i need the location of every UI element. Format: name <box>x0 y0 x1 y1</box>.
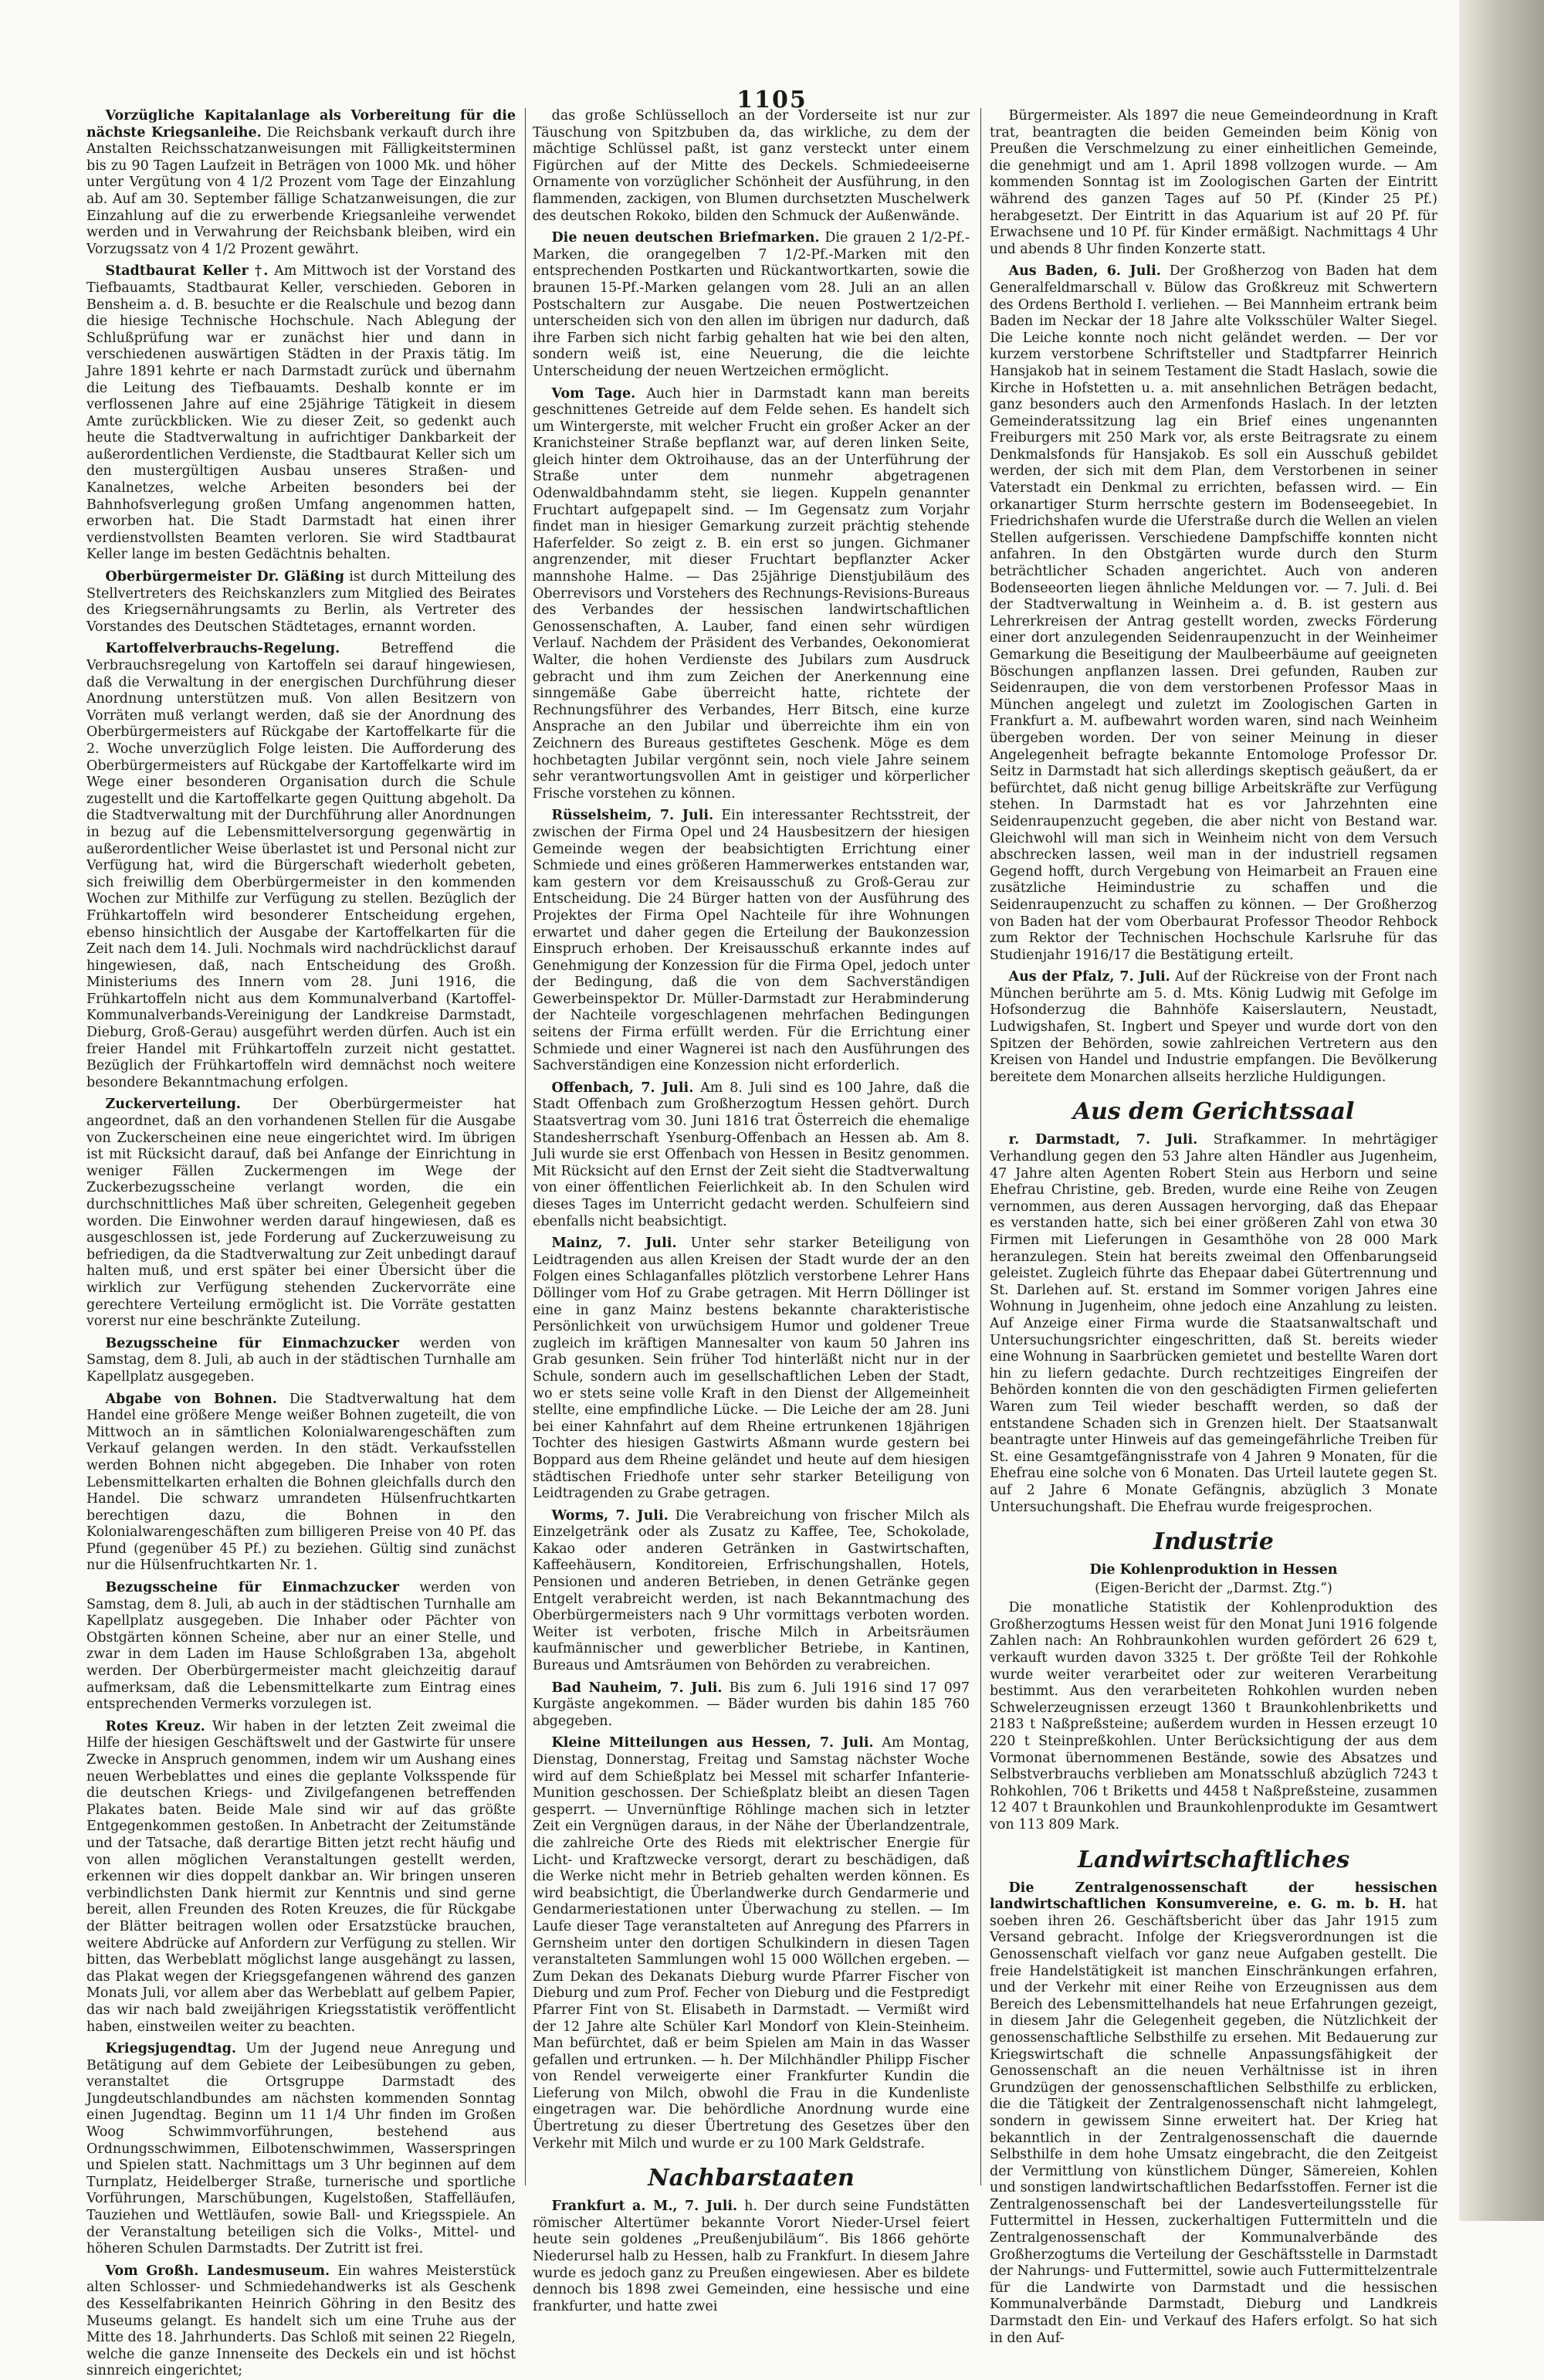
section-heading: Aus dem Gerichtssaal <box>1072 1098 1355 1126</box>
article-body: werden von Samstag, dem 8. Juli, ab auch in der städtischen Turnhalle am Kapellplatz ausgegeben. Die Inhaber oder Pächter von Obstgärten können Scheine, aber nur an einer Stelle, und zwar in dem Laden im Hause Schloßgraben 13a, abgeholt werden. Der Oberbürgermeister macht gleichzeitig darauf aufmerksam, daß die Lebensmittelkarte zum Eintrag eines entsprechenden Vermerks vorzulegen ist. <box>86 1580 516 1713</box>
article-headline: Kartoffelverbrauchs-Regelung. <box>105 641 340 657</box>
article-subheading: Die Kohlenproduktion in Hessen <box>1089 1562 1338 1578</box>
article <box>86 1719 516 2036</box>
article <box>86 263 516 564</box>
article <box>533 1508 970 1675</box>
article <box>86 1336 516 1386</box>
article-body: Am Montag, Dienstag, Donnerstag, Freitag und Samstag nächster Woche wird auf dem Schießplatz bei Messel mit scharfer Infanterie-Munition geschossen. Der Schießplatz bleibt an diesen Tagen gesperrt. — Unvernünftige Röhlinge machen sich in letzter Zeit ein Vergnügen daraus, in der Nähe der Überlandzentrale, die zahlreiche Orte des Rieds mit elektrischer Energie für Licht- und Kraftzwecke versorgt, derart zu beschädigen, daß die Werke nicht mehr in Betrieb gehalten werden können. Es wird beabsichtigt, die Überlandwerke durch Gendarmerie und Gendarmeriestationen unter Überwachung zu stellen. — Im Laufe dieser Tage veranstalteten auf Anregung des Pfarrers in Gernsheim unter den dortigen Schulkindern in diesen Tagen veranstalteten Sammlungen wohl 15 000 Wöllchen ergeben. — Zum Dekan des Dekanats Dieburg wurde Pfarrer Fischer von Dieburg und zum Prof. Fecher von Dieburg und die Festpredigt Pfarrer Fint von St. Elisabeth in Darmstadt. — Vermißt wird der 12 Jahre alte Schüler Karl Mondorf von Klein-Steinheim. Man befürchtet, daß er beim Spielen am Main in das Wasser gefallen und ertrunken. — h. Der Milchhändler Philipp Fischer von Rendel verweigerte einer Frankfurter Kundin die Lieferung von Milch, obwohl die Frau in die Kundenliste eingetragen war. Die behördliche Anordnung wurde eine Übertretung zu dieser Übertretung des Gesetzes über den Verkehr mit Milch und wurde er zu 100 Mark Geldstrafe. <box>533 1735 970 2151</box>
article <box>86 2263 516 2380</box>
article-body: Auf der Rückreise von der Front nach München berührte am 5. d. Mts. König Ludwig mit Gefolge im Hofsonderzug die Bahnhöfe Kaiserslautern, Neustadt, Ludwigshafen, St. Ingbert und Speyer und wurde dort von den Spitzen der Behörden, sowie zahlreichen Vertretern aus den Kreisen von Handel und Industrie empfangen. Die Bevölkerung bereitete dem Monarchen allseits herzliche Huldigungen. <box>990 969 1437 1085</box>
article-body: hat soeben ihren 26. Geschäftsbericht über das Jahr 1915 zum Versand gebracht. Infolge der Kriegsverordnungen ist die Genossenschaft vielfach vor ganz neue Aufgaben gestellt. Die freie Handelstätigkeit ist manchen Einschränkungen erfahren, und der Verkehr mit einer Reihe von Erzeugnissen aus dem Bereich des Lebensmittelhandels hat neue Erfahrungen gezeigt, in diesem Jahr die Gelegenheit gegeben, die Nützlichkeit der genossenschaftliche Selbsthilfe zu ersehen. Mit Bedauerung zur Kriegswirtschaft die schnelle Anpassungsfähigkeit der Genossenschaft an die neuen Verhältnisse ist in ihren Grundzügen der genossenschaftlichen Selbsthilfe zu erblicken, die die Tätigkeit der Zentralgenossenschaft nicht lahmgelegt, sondern in gewissem Sinne erweitert hat. Der Krieg hat bekanntlich in der Zentralgenossenschaft die dauernde Selbsthilfe in dem hohe Umsatz eingebracht, die den Zeitgeist der Vermittlung von künstlichem Dünger, Sämereien, Kohlen und sonstigen landwirtschaftlichen Bedarfsstoffen. Ferner ist die Zentralgenossenschaft bei der Landesverteilungsstelle für Futtermittel in Hessen, zuckerhaltigen Futtermitteln und die Zentralgenossenschaft der Kommunalverbände des Großherzogtums die Verteilung der Geschäftsstelle in Darmstadt der Nahrungs- und Futtermittel, sowie auch Futtermittelzentrale für die Landwirte von Darmstadt und die hessischen Kommunalverbände Darmstadt, Dieburg und Landkreis Darmstadt den Ein- und Verkauf des Hafers erfolgt. So hat sich in den Auf- <box>990 1897 1437 2346</box>
article-body: Am Mittwoch ist der Vorstand des Tiefbauamts, Stadtbaurat Keller, verschieden. Geboren in Bensheim a. d. B. besuchte er die Realschule und bezog dann die hiesige Technische Hochschule. Nach Ablegung der Schlußprüfung war er zunächst hier und dann in verschiedenen auswärtigen Städten in der Praxis tätig. Im Jahre 1891 kehrte er nach Darmstadt zurück und übernahm die Leitung des Tiefbauamts. Deshalb konnte er im verflossenen Jahre auf eine 25jährige Tätigkeit in diesem Amte zurückblicken. Wie zu dieser Zeit, so gedenkt auch heute die Stadtverwaltung in aufrichtiger Dankbarkeit der außerordentlichen Verdienste, die Stadtbaurat Keller sich um den mustergültigen Ausbau unseres Straßen- und Kanalnetzes, welche Arbeiten besonders bei der Bahnhofsverlegung großen Umfang angenommen hatten, erworben hat. Die Stadt Darmstadt hat einen ihrer verdienstvollsten Beamten verloren. Sie wird Stadtbaurat Keller lange im besten Gedächtnis behalten. <box>86 263 516 563</box>
article-headline: Aus der Pfalz, 7. Juli. <box>1008 969 1170 985</box>
section-heading: Landwirtschaftliches <box>1077 1846 1350 1873</box>
article-body: h. Der durch seine Fundstätten römischer Altertümer bekannte Vorort Nieder-Ursel feiert heute sein goldenes „Preußenjubiläum“. Bis 1866 gehörte Niederursel halb zu Hessen, halb zu Frankfurt. In diesem Jahre wurde es jedoch ganz zu Preußen eingewiesen. Aber es bildete dennoch bis 1898 zwei Gemeinden, eine hessische und eine frankfurter, und hatte zwei <box>533 2199 970 2314</box>
article-headline: Offenbach, 7. Juli. <box>551 1080 694 1096</box>
article <box>86 1097 516 1330</box>
article <box>533 386 970 803</box>
article-body: Strafkammer. In mehrtägiger Verhandlung gegen den 53 Jahre alten Händler aus Jugenheim, 47 Jahre alten Agenten Robert Stein aus Herborn und seine Ehefrau Christine, geb. Breden, wurde eine Reihe von Zeugen vernommen, aus deren Aussagen hervorging, daß das Ehepaar es verstanden hatte, sich bei einer größeren Zahl von etwa 30 Firmen mit Lieferungen in Gesamthöhe von 28 000 Mark heranzulegen. Stein hat bereits zweimal den Offenbarungseid geleistet. Zugleich führte das Ehepaar dabei Gütertrennung und St. Darlehen auf. St. erstand im Sommer vorigen Jahres eine Wohnung in Jugenheim, ohne jedoch eine Anzahlung zu leisten. Auf Anzeige einer Firma wurde die Staatsanwaltschaft und Untersuchungsrichter eingeschritten, daß St. bereits wieder eine Wohnung in Saarbrücken gemietet und bestellte Waren dort hin zu liefern gedachte. Durch rechtzeitiges Eingreifen der Behörden konnten die von den geschädigten Firmen gelieferten Waren zum Teil wieder beschafft werden, so daß der entstandene Schaden sich in Grenzen hielt. Der Staatsanwalt beantragte unter Hinweis auf das gemeingefährliche Treiben für St. eine Gesamtgefängnisstrafe von 4 Jahren 9 Monaten, für die Ehefrau eine solche von 6 Monaten. Das Urteil lautete gegen St. auf 2 Jahre 6 Monate Gefängnis, abzüglich 3 Monate Untersuchungshaft. Die Ehefrau wurde freigesprochen. <box>990 1132 1437 1515</box>
article-headline: Rüsselsheim, 7. Juli. <box>551 808 714 824</box>
article-headline: Frankfurt a. M., 7. Juli. <box>551 2199 738 2215</box>
article-body: Die grauen 2 1/2-Pf.-Marken, die orangegelben 7 1/2-Pf.-Marken mit den entsprechenden Postkarten und Rückantwortkarten, sowie die braunen 15-Pf.-Marken gelangen vom 28. Juli an an allen Postschaltern zur Ausgabe. Die neuen Postwertzeichen unterscheiden sich von den allen im übrigen nur dadurch, daß ihre Farben sich nicht farbig gehalten hat wie bei den alten, sondern weiß ist, eine Neuerung, die die leichte Unterscheidung der neuen Wertzeichen ermöglicht. <box>533 230 970 379</box>
article <box>533 108 970 225</box>
article <box>990 969 1437 1086</box>
article-body: ist durch Mitteilung des Stellvertreters des Reichskanzlers zum Mitglied des Beirates des Kriegsernährungsamts zu Berlin, als Vertreter des Vorstandes des Deutschen Städtetages, ernannt worden. <box>86 569 516 635</box>
article-headline: Oberbürgermeister Dr. Gläßing <box>105 569 344 585</box>
article-body: Um der Jugend neue Anregung und Betätigung auf dem Gebiete der Leibesübungen zu geben, veranstaltet die Ortsgruppe Darmstadt des Jungdeutschlandbundes am nächsten kommenden Sonntag einen Jugendtag. Beginn um 11 1/4 Uhr finden im Großen Woog Schwimmvorführungen, bestehend aus Ordnungsschwimmen, Eilbotenschwimmen, Wasserspringen und Spielen statt. Nachmittags um 3 Uhr beginnen auf dem Turnplatz, Heidelberger Straße, turnerische und sportliche Vorführungen, Marschübungen, Kugelstoßen, Staffelläufen, Tauziehen und Wettläufen, sowie Ball- und Kriegsspiele. An der Veranstaltung beteiligen sich die Volks-, Mittel- und höheren Schulen Darmstadts. Der Zutritt ist frei. <box>86 2041 516 2257</box>
article <box>533 1080 970 1230</box>
section-heading: Nachbarstaaten <box>648 2165 855 2192</box>
article <box>533 2199 970 2315</box>
article <box>533 1735 970 2152</box>
article-body: Wir haben in der letzten Zeit zweimal die Hilfe der hiesigen Geschäftswelt und der Gastwirte für unsere Zwecke in Anspruch genommen, indem wir um Aushang eines neuen Werbeblattes und eines die geplante Volksspende für die deutschen Kriegs- und Zivilgefangenen betreffenden Plakates baten. Beide Male sind wir auf das größte Entgegenkommen gestoßen. In Anbetracht der Zeitumstände und der Tatsache, daß derartige Bitten jetzt recht häufig und von allen möglichen Veranstaltungen gestellt werden, erkennen wir dies doppelt dankbar an. Wir bringen unseren verbindlichsten Dank hiermit zur Kenntnis und sind gerne bereit, allen Freunden des Roten Kreuzes, die für Rückgabe der Blätter beitragen wollen oder Ersatzstücke brauchen, weitere Abdrücke auf Anfordern zur Verfügung zu stellen. Wir bitten, das Werbeblatt möglichst lange ausgehängt zu lassen, das Plakat wegen der Kriegsgefangenen während des ganzen Monats Juli, vor allem aber das Werbeblatt auf gelbem Papier, das wir nach bald zweijährigen Kriegsstatistik veröffentlicht haben, einstweilen weiter zu beachten. <box>86 1718 516 2035</box>
column-divider <box>525 108 526 2185</box>
article <box>533 1680 970 1731</box>
article-body: Ein wahres Meisterstück alten Schlosser- und Schmiedehandwerks ist als Geschenk des Kesselfabrikanten Heinrich Göhring in den Besitz des Museums gelangt. Es handelt sich um eine Truhe aus der Mitte des 18. Jahrhunderts. Das Schloß mit seinen 22 Riegeln, welche die ganze Innenseite des Deckels ein und ist höchst sinnreich eingerichtet; <box>86 2263 516 2379</box>
page-number: 1105 <box>736 86 808 114</box>
article <box>990 1880 1437 2348</box>
article-body: Betreffend die Verbrauchsregelung von Kartoffeln sei darauf hingewiesen, daß die Verwaltung in der energischen Durchführung dieser Anordnung unterstützen muß. Von allen Besitzern von Vorräten muß verlangt werden, daß sie der Anordnung des Oberbürgermeisters auf Rückgabe der Kartoffelkarte für die 2. Woche unverzüglich Folge leisten. Die Aufforderung des Oberbürgermeisters auf Rückgabe der Kartoffelkarte wird im Wege einer besonderen Organisation durch die Schule zugestellt und die Kartoffelkarte gegen Quittung abgeholt. Da die Stadtverwaltung mit der Durchführung aller Anordnungen in bezug auf die Lebensmittelversorgung gegenwärtig in außerordentlicher Weise überlastet ist und Personal nicht zur Verfügung hat, wird die Bürgerschaft wiederholt gebeten, sich freiwillig dem Oberbürgermeister in den kommenden Wochen zur Mithilfe zur Verfügung zu stellen. Bezüglich der Frühkartoffeln wird besonderer Entscheidung ergehen, ebenso hinsichtlich der Ausgabe der Kartoffelkarten für die Zeit nach dem 14. Juli. Nochmals wird nachdrücklichst darauf hingewiesen, daß, nach Entscheidung des Großh. Ministeriums des Innern vom 28. Juni 1916, die Frühkartoffeln nicht aus dem Kommunalverband (Kartoffel-Kommunalverbands-Vereinigung der Landkreise Darmstadt, Dieburg, Groß-Gerau) ausgeführt werden dürfen. Auch ist ein freier Handel mit Frühkartoffeln zurzeit nicht gestattet. Bezüglich der Frühkartoffeln wird demnächst noch weitere besondere Bekanntmachung erfolgen. <box>86 641 516 1090</box>
article-headline: Bezugsscheine für Einmachzucker <box>105 1580 400 1596</box>
article-body: Die Reichsbank verkauft durch ihre Anstalten Reichsschatzanweisungen mit Fälligkeitsterminen bis zu 90 Tagen Laufzeit in Beträgen von 1000 Mk. und höher unter Vergütung von 4 1/2 Prozent vom Tage der Einzahlung ab. Auf am 30. September fällige Schatzanweisungen, die zur Einzahlung auf die zu erwerbende Kriegsanleihe verwendet werden und in Verwahrung der Reichsbank bleiben, wird ein Vorzugssatz von 4 1/2 Prozent gewährt. <box>86 124 516 257</box>
article <box>990 108 1437 258</box>
article <box>533 230 970 380</box>
article-body: Die Stadtverwaltung hat dem Handel eine größere Menge weißer Bohnen zugeteilt, die von Mittwoch an in sämtlichen Kolonialwarengeschäften zum Verkauf gelangen werden. In den städt. Verkaufsstellen werden Bohnen nicht abgegeben. Die Inhaber von roten Lebensmittelkarten erhalten die Bohnen gleichfalls durch den Handel. Die schwarz umrandeten Hülsenfruchtkarten berechtigen dazu, die Bohnen in den Kolonialwarengeschäften zum billigeren Preise von 40 Pf. das Pfund (gegenüber 45 Pf.) zu beziehen. Gültig sind zunächst nur die Hülsenfruchtkarten Nr. 1. <box>86 1391 516 1574</box>
article-headline: Stadtbaurat Keller †. <box>105 263 269 280</box>
article-headline: Bad Nauheim, 7. Juli. <box>551 1680 723 1696</box>
article <box>533 1236 970 1503</box>
article <box>990 1132 1437 1516</box>
column-divider <box>980 108 981 2185</box>
article-headline: Die Zentralgenossenschaft der hessischen landwirtschaftlichen Konsumvereine, e. G. m. b. H. <box>990 1880 1437 1913</box>
article-body: Der Oberbürgermeister hat angeordnet, daß an den vorhandenen Stellen für die Ausgabe von Zuckerscheinen eine neue eingerichtet wird. Im übrigen ist mit Rücksicht darauf, daß bei Anfange der Einrichtung in weniger Fällen Zuckermengen im Wege der Zuckerbezugsscheine verlangt worden, die ein durchschnittliches Maß über schreiten, Gelegenheit gegeben worden. Die Einwohner werden darauf hingewiesen, daß es ausgeschlossen ist, jede Forderung auf Zuckerzuweisung zu befriedigen, da die Stadtverwaltung zur Zeit unbedingt darauf halten muß, und erst später bei einer Übersicht über die wirklich zur Verfügung stehenden Zuckervorräte eine gerechtere Verteilung ermöglicht ist. Die Vorräte gestatten vorerst nur eine beschränkte Zuteilung. <box>86 1097 516 1330</box>
article-body: Die Verabreichung von frischer Milch als Einzelgetränk oder als Zusatz zu Kaffee, Tee, Schokolade, Kakao oder anderen Getränken in Gastwirtschaften, Kaffeehäusern, Konditoreien, Erfrischungshallen, Hotels, Pensionen und anderen Betrieben, in denen Getränke gegen Entgelt verabreicht werden, ist nach Bekanntmachung des Oberbürgermeisters nach 9 Uhr vormittags verboten worden. Weiter ist verboten, frische Milch in Arbeitsräumen kaufmännischer und gewerblicher Betriebe, in Kantinen, Bureaus und Amtsräumen von Behörden zu verabreichen. <box>533 1507 970 1674</box>
article <box>86 1392 516 1575</box>
article <box>86 641 516 1091</box>
article-headline: Vom Großh. Landesmuseum. <box>105 2263 330 2279</box>
article-headline: Aus Baden, 6. Juli. <box>1008 263 1161 280</box>
article-body: Bürgermeister. Als 1897 die neue Gemeindeordnung in Kraft trat, beantragten die beiden Gemeinden beim König von Preußen die Verschmelzung zu einer einheitlichen Gemeinde, die genehmigt und am 1. April 1898 vollzogen wurde. — Am kommenden Sonntag ist im Zoologischen Garten der Eintritt während des ganzen Tages auf 50 Pf. (Kinder 25 Pf.) herabgesetzt. Der Eintritt in das Aquarium ist auf 20 Pf. für Erwachsene und 10 Pf. für Kinder ermäßigt. Nachmittags 4 Uhr und abends 8 Uhr finden Konzerte statt. <box>990 108 1437 257</box>
article-body: Der Großherzog von Baden hat dem Generalfeldmarschall v. Bülow das Großkreuz mit Schwertern des Ordens Berthold I. verliehen. — Bei Mannheim ertrank beim Baden im Neckar der 18 Jahre alte Volksschüler Walter Siegel. Die Leiche konnte noch nicht geländet werden. — Der vor kurzem verstorbene Schriftsteller und Stadtpfarrer Heinrich Hansjakob hat in seinem Testament die Stadt Haslach, sowie die Kirche in Hofstetten u. a. mit ansehnlichen Beträgen bedacht, ganz besonders auch den Armenfonds Haslach. In der letzten Gemeinderatssitzung lag ein Brief eines ungenannten Freiburgers mit 250 Mark vor, als erste Beitragsrate zu einem Denkmalsfonds für Hansjakob. Es soll ein Ausschuß gebildet werden, der sich mit dem Plan, dem Verstorbenen in seiner Vaterstadt ein Denkmal zu errichten, befassen wird. — Ein orkanartiger Sturm herrschte gestern im Bodenseegebiet. In Friedrichshafen wurde die Uferstraße durch die Wellen an vielen Stellen aufgerissen. Verschiedene Dampfschiffe konnten nicht anfahren. In den Obstgärten wurde durch den Sturm beträchtlicher Schaden angerichtet. Auch von anderen Bodenseeorten liegen ähnliche Meldungen vor. — 7. Juli. d. Bei der Stadtverwaltung in Weinheim a. d. B. ist gestern aus Lehrerkreisen der Antrag gestellt worden, zwecks Förderung einer dort anzulegenden Seidenraupenzucht in der Weinheimer Gemarkung die Beseitigung der Maulbeerbäume auf geeigneten Böschungen anpflanzen lassen. Drei gefunden, Rauben zur Seidenraupen, die von dem verstorbenen Professor Maas in München angelegt und zuletzt im Zoologischen Garten in Frankfurt a. M. aufbewahrt worden waren, sind nach Weinheim übergeben worden. Der von seiner Meinung in dieser Angelegenheit befragte bekannte Entomologe Professor Dr. Seitz in Darmstadt hat sich allerdings skeptisch geäußert, da er befürchtet, daß nicht genug billige Arbeitskräfte zur Verfügung stehen. In Darmstadt hat es vor Jahrzehnten eine Seidenraupenzucht gegeben, die aber nicht von Bestand war. Gleichwohl will man sich in Weinheim nicht von dem Versuch abschrecken lassen, weil man in der industriell regsamen Gegend hofft, durch Vergebung von Heimarbeit an Frauen eine zusätzliche Heimindustrie zu schaffen und die Seidenraupenzucht zu schaffen zu können. — Der Großherzog von Baden hat der vom Oberbaurat Professor Theodor Rehbock zum Rektor der Technischen Hochschule Karlsruhe für das Studienjahr 1916/17 die Bestätigung erteilt. <box>990 263 1437 963</box>
article-headline: Zuckerverteilung. <box>105 1097 241 1113</box>
article-headline: Vom Tage. <box>551 385 636 402</box>
article-body: Ein interessanter Rechtsstreit, der zwischen der Firma Opel und 24 Hausbesitzern der hiesigen Gemeinde wegen der beabsichtigten Errichtung einer Schmiede und eines größeren Hammerwerkes entstanden war, kam gestern vor dem Kreisausschuß zu Groß-Gerau zur Entscheidung. Die 24 Bürger hatten von der Ausführung des Projektes der Firma Opel Nachteile für ihre Wohnungen erwartet und daher gegen die Erteilung der Baukonzession Einspruch erhoben. Der Kreisausschuß erkannte indes auf Genehmigung der Konzession für die Firma Opel, jedoch unter der Bedingung, daß die von dem Sachverständigen Gewerbeinspektor Dr. Müller-Darmstadt zur Herabminderung der Nachteile vorgeschlagenen mehrfachen Bedingungen seitens der Firma erfüllt werden. Für die Errichtung einer Schmiede und einer Wagnerei ist nach den Ausführungen des Sachverständigen eine Konzession nicht erforderlich. <box>533 808 970 1074</box>
section-heading: Industrie <box>1153 1528 1274 1556</box>
binding-edge <box>1459 0 1544 2221</box>
article-body: Bis zum 6. Juli 1916 sind 17 097 Kurgäste angekommen. — Bäder wurden bis dahin 185 760 abgegeben. <box>533 1680 970 1729</box>
article-body: werden von Samstag, dem 8. Juli, ab auch in der städtischen Turnhalle am Kapellplatz ausgegeben. <box>86 1335 516 1385</box>
article-body: Am 8. Juli sind es 100 Jahre, daß die Stadt Offenbach zum Großherzogtum Hessen gehört. Durch Staatsvertrag vom 30. Juni 1816 trat Österreich die ehemalige Standesherrschaft Ysenburg-Offenbach an Hessen ab. Am 8. Juli wurde sie erst Offenbach von Hessen in Besitz genommen. Mit Rücksicht auf den Ernst der Zeit sieht die Stadtverwaltung von einer öffentlichen Feierlichkeit ab. In den Schulen wird dieses Tages im Unterricht gedacht werden. Schulfeiern sind ebenfalls nicht beabsichtigt. <box>533 1080 970 1229</box>
article-body: Auch hier in Darmstadt kann man bereits geschnittenes Getreide auf dem Felde sehen. Es handelt sich um Wintergerste, mit welcher Frucht ein großer Acker an der Kranichsteiner Straße bepflanzt war, auf deren linken Seite, gleich hinter dem Oktroihause, das an der Unterführung der Straße unter dem nunmehr abgetragenen Odenwaldbahndamm steht, sie liegen. Kuppeln genannter Fruchtart aufgepapelt sind. — Im Gegensatz zum Vorjahr findet man in hiesiger Gemarkung zurzeit prächtig stehende Haferfelder. So zeigt z. B. ein erst so jungen. Gichmaner angrenzender, mit dieser Fruchtart bepflanzter Acker mannshohe Halme. — Das 25jährige Dienstjubiläum des Oberrevisors und Vorstehers des Rechnungs-Revisions-Bureaus des Verbandes der hessischen landwirtschaftlichen Genossenschaften, A. Lauber, fand einen sehr würdigen Verlauf. Nachdem der Präsident des Verbandes, Oekonomierat Walter, die hohen Verdienste des Jubilars zum Ausdruck gebracht und ihm zum Zeichen der Anerkennung eine sinngemäße Gabe überreicht hatte, richtete der Rechnungsführer des Verbandes, Herr Bitsch, eine kurze Ansprache an den Jubilar und überreichte ihm ein von Zeichnern des Bureaus gestiftetes Geschenk. Möge es dem hochbetagten Jubilar vergönnt sein, noch viele Jahre seinem sehr verantwortungsvollen Amt in geistiger und körperlicher Frische vorstehen zu können. <box>533 385 970 802</box>
article <box>86 569 516 636</box>
article <box>86 2041 516 2258</box>
article-headline: Vorzügliche Kapitalanlage als Vorbereitung für die nächste Kriegsanleihe. <box>86 108 516 141</box>
column-1 <box>86 108 516 2379</box>
column-3 <box>990 108 1437 2346</box>
article-body: Die monatliche Statistik der Kohlenproduktion des Großherzogtums Hessen weist für den Monat Juni 1916 folgende Zahlen nach: An Rohbraunkohlen wurden gefördert 26 629 t, verkauft wurden davon 3325 t. Der größte Teil der Rohkohle wurde weiter verarbeitet oder zur weiteren Verarbeitung bestimmt. Aus den verarbeiteten Rohkohlen wurden neben Schwelerzeugnissen erzeugt 1360 t Braunkohlenbriketts und 2183 t Naßpreßsteine; außerdem wurden in Hessen erzeugt 10 220 t Steinpreßkohlen. Unter Berücksichtigung der aus dem Vormonat übernommenen Bestände, sowie des Absatzes und Selbstverbrauchs verblieben am Monatsschluß abzüglich 7243 t Rohkohlen, 706 t Briketts und 4458 t Naßpreßsteine, zusammen 12 407 t Braunkohlen und Braunkohlenprodukte im Gesamtwert von 113 809 Mark. <box>990 1600 1437 1832</box>
article-headline: Kriegsjugendtag. <box>105 2041 236 2057</box>
article-body: Unter sehr starker Beteiligung von Leidtragenden aus allen Kreisen der Stadt wurde der an den Folgen eines Schlaganfalles plötzlich verstorbene Lehrer Hans Döllinger vom Hof zu Grabe getragen. Mit Herrn Döllinger ist eine in ganz Mainz bestens bekannte charakteristische Persönlichkeit von urwüchsigem Humor und goldener Treue zugleich im kräftigen Mannesalter von kaum 50 Jahren ins Grab gesunken. Sein früher Tod hinterläßt nicht nur in der Schule, sondern auch im gesellschaftlichen Leben der Stadt, wo er stets seine volle Kraft in den Dienst der Allgemeinheit stellte, eine empfindliche Lücke. — Die Leiche der am 28. Juni bei einer Kahnfahrt auf dem Rheine ertrunkenen 18jährigen Tochter des hiesigen Gastwirts Aßmann wurde gestern bei Boppard aus dem Rheine geländet und heute auf dem hiesigen städtischen Friedhofe unter sehr starker Beteiligung von Leidtragenden zu Grabe getragen. <box>533 1236 970 1502</box>
article-headline: Die neuen deutschen Briefmarken. <box>551 230 820 246</box>
article-byline: (Eigen-Bericht der „Darmst. Ztg.“) <box>1095 1580 1332 1596</box>
article <box>990 1600 1437 1833</box>
article-headline: Mainz, 7. Juli. <box>551 1236 677 1252</box>
article <box>990 263 1437 964</box>
article-headline: Rotes Kreuz. <box>105 1718 205 1734</box>
article-body: das große Schlüsselloch an der Vorderseite ist nur zur Täuschung von Spitzbuben da, das wirkliche, zu dem der mächtige Schlüssel paßt, ist ganz versteckt unter einem Figürchen auf der Mitte des Deckels. Schmiedeeiserne Ornamente von vorzüglicher Schönheit der Ausführung, in den flammenden, zackigen, von Blumen durchsetzten Muschelwerk des deutschen Rokoko, bilden den Schmuck der Außenwände. <box>533 108 970 224</box>
article-headline: Abgabe von Bohnen. <box>105 1391 277 1407</box>
article <box>86 108 516 258</box>
article <box>533 808 970 1075</box>
article-headline: r. Darmstadt, 7. Juli. <box>1008 1132 1198 1148</box>
article-headline: Kleine Mitteilungen aus Hessen, 7. Juli. <box>551 1735 874 1751</box>
article-headline: Worms, 7. Juli. <box>551 1507 669 1524</box>
column-2 <box>533 108 970 2314</box>
article <box>86 1580 516 1714</box>
article-headline: Bezugsscheine für Einmachzucker <box>105 1335 400 1351</box>
